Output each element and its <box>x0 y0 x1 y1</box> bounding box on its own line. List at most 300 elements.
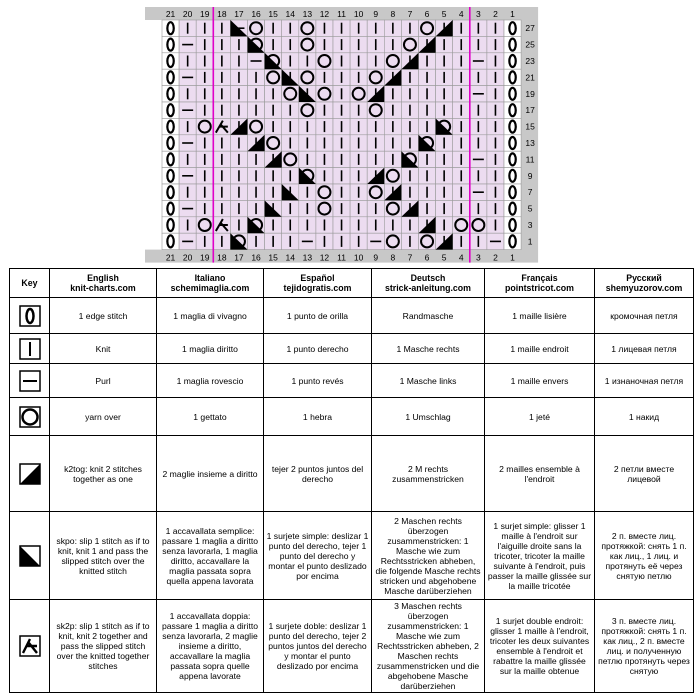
chart-cell <box>248 233 265 249</box>
legend-key-cell <box>10 364 50 398</box>
chart-cell <box>230 102 247 118</box>
row-number: 11 <box>525 154 535 165</box>
chart-cell <box>487 151 504 167</box>
chart-cell <box>248 184 265 200</box>
chart-cell <box>179 20 196 36</box>
chart-cell <box>367 135 384 151</box>
column-number: 14 <box>285 252 295 263</box>
chart-cell <box>213 102 230 118</box>
chart-cell <box>162 36 179 52</box>
chart-cell <box>453 217 470 233</box>
chart-cell <box>316 217 333 233</box>
knit-icon <box>19 338 41 360</box>
legend-text-cell: 1 gettato <box>157 398 264 436</box>
row-number: 15 <box>525 121 535 132</box>
legend-text-cell: 1 Umschlag <box>372 398 485 436</box>
chart-cell <box>350 86 367 102</box>
chart-cell <box>265 69 282 85</box>
chart-cell <box>265 36 282 52</box>
column-number: 5 <box>441 9 447 19</box>
chart-cell <box>419 184 436 200</box>
chart-cell <box>419 102 436 118</box>
legend-text-cell: 1 punto derecho <box>264 334 372 364</box>
chart-cell <box>419 86 436 102</box>
chart-cell <box>162 184 179 200</box>
chart-cell <box>419 20 436 36</box>
chart-cell <box>384 36 401 52</box>
chart-cell <box>401 36 418 52</box>
chart-cell <box>179 168 196 184</box>
chart-cell <box>248 102 265 118</box>
chart-cell <box>504 102 521 118</box>
chart-cell <box>179 69 196 85</box>
chart-cell <box>282 168 299 184</box>
chart-cell <box>196 135 213 151</box>
chart-cell <box>299 184 316 200</box>
chart-cell <box>436 151 453 167</box>
chart-cell <box>196 217 213 233</box>
chart-cell <box>367 118 384 134</box>
chart-cell <box>316 20 333 36</box>
chart-cell <box>196 118 213 134</box>
chart-cell <box>350 102 367 118</box>
chart-cell <box>162 233 179 249</box>
chart-cell <box>282 151 299 167</box>
column-number: 6 <box>424 9 430 19</box>
chart-cell <box>282 36 299 52</box>
legend-text-cell: 2 п. вместе лиц. протяжкой: снять 1 п. как лиц., 1 лиц. и протянуть её через снятую петлю <box>595 512 694 600</box>
chart-cell <box>419 200 436 216</box>
chart-cell <box>453 233 470 249</box>
legend-text-cell: 1 maille endroit <box>485 334 595 364</box>
chart-cell <box>333 151 350 167</box>
k2tog-icon <box>19 463 41 485</box>
chart-cell <box>179 86 196 102</box>
chart-cell <box>179 200 196 216</box>
chart-cell <box>384 151 401 167</box>
chart-cell <box>401 20 418 36</box>
chart-cell <box>453 102 470 118</box>
chart-cell <box>453 118 470 134</box>
chart-cell <box>453 53 470 69</box>
chart-cell <box>453 69 470 85</box>
chart-cell <box>350 69 367 85</box>
chart-cell <box>487 69 504 85</box>
legend-key-cell <box>10 298 50 334</box>
column-number: 12 <box>319 252 330 263</box>
legend-key-cell <box>10 334 50 364</box>
chart-cell <box>162 168 179 184</box>
chart-cell <box>265 184 282 200</box>
legend-key-cell <box>10 512 50 600</box>
chart-cell <box>265 217 282 233</box>
chart-cell <box>196 184 213 200</box>
chart-cell <box>213 36 230 52</box>
chart-cell <box>299 36 316 52</box>
chart-cell <box>213 69 230 85</box>
column-number: 17 <box>234 252 244 263</box>
chart-cell <box>265 233 282 249</box>
column-number: 9 <box>373 9 379 19</box>
chart-cell <box>401 135 418 151</box>
chart-cell <box>196 168 213 184</box>
legend-text-cell: 1 surjete simple: deslizar 1 punto del derecho, tejer 1 punto del derecho y montar el punto deslizado por encima <box>264 512 372 600</box>
chart-cell <box>470 168 487 184</box>
chart-cell <box>179 118 196 134</box>
chart-cell <box>333 86 350 102</box>
column-number: 8 <box>390 9 396 19</box>
chart-cell <box>487 118 504 134</box>
chart-cell <box>401 102 418 118</box>
chart-cell <box>350 36 367 52</box>
chart-cell <box>470 118 487 134</box>
chart-cell <box>367 217 384 233</box>
chart-cell <box>487 184 504 200</box>
legend-text-cell: 1 лицевая петля <box>595 334 694 364</box>
column-number: 7 <box>407 252 413 263</box>
chart-cell <box>265 86 282 102</box>
legend-key-cell <box>10 436 50 512</box>
chart-cell <box>230 151 247 167</box>
chart-cell <box>419 168 436 184</box>
chart-cell <box>282 200 299 216</box>
chart-cell <box>316 86 333 102</box>
legend-text-cell: 1 hebra <box>264 398 372 436</box>
chart-cell <box>162 86 179 102</box>
legend-text-cell: 1 Masche rechts <box>372 334 485 364</box>
legend-text-cell: 1 punto de orilla <box>264 298 372 334</box>
chart-cell <box>248 151 265 167</box>
chart-cell <box>384 118 401 134</box>
column-number: 2 <box>493 252 498 263</box>
column-number: 10 <box>353 9 364 19</box>
chart-cell <box>248 86 265 102</box>
chart-cell <box>162 135 179 151</box>
legend-text-cell: 3 п. вместе лиц. протяжкой: снять 1 п. как лиц., 2 п. вместе лиц. и полученную петлю протянуть через снятую <box>595 600 694 693</box>
chart-cell <box>487 86 504 102</box>
legend-text-cell: 1 surjet double endroit: glisser 1 maille à l'endroit, tricoter les deux suivantes ensemble à l'endroit et rabattre la maille glissée sur la maille obtenue <box>485 600 595 693</box>
chart-cell <box>436 102 453 118</box>
chart-cell <box>436 36 453 52</box>
legend-row <box>10 436 694 512</box>
chart-cell <box>419 151 436 167</box>
chart-cell <box>436 200 453 216</box>
chart-cell <box>248 200 265 216</box>
chart-cell <box>179 151 196 167</box>
chart-cell <box>487 200 504 216</box>
chart-cell <box>367 36 384 52</box>
legend-text-cell: 1 maglia rovescio <box>157 364 264 398</box>
column-number: 14 <box>285 9 295 19</box>
chart-cell <box>504 200 521 216</box>
chart-cell <box>316 233 333 249</box>
chart-cell <box>162 118 179 134</box>
chart-cell <box>367 69 384 85</box>
chart-cell <box>401 217 418 233</box>
chart-cell <box>350 53 367 69</box>
chart-cell <box>453 86 470 102</box>
chart-cell <box>350 217 367 233</box>
row-number: 17 <box>525 105 535 116</box>
legend-row <box>10 334 694 364</box>
chart-cell <box>299 118 316 134</box>
row-number: 25 <box>525 39 535 50</box>
chart-cell <box>470 53 487 69</box>
chart-cell <box>316 168 333 184</box>
chart-cell <box>333 69 350 85</box>
chart-cell <box>213 151 230 167</box>
chart-cell <box>213 135 230 151</box>
column-number: 3 <box>475 9 481 19</box>
chart-cell <box>384 168 401 184</box>
chart-cell <box>299 200 316 216</box>
chart-cell <box>248 168 265 184</box>
chart-cell <box>487 233 504 249</box>
chart-cell <box>367 200 384 216</box>
chart-cell <box>230 168 247 184</box>
column-number: 5 <box>441 252 447 263</box>
chart-cell <box>316 102 333 118</box>
chart-cell <box>196 20 213 36</box>
chart-cell <box>265 135 282 151</box>
legend-text-cell: кромочная петля <box>595 298 694 334</box>
column-number: 21 <box>165 252 176 263</box>
column-number: 3 <box>475 252 481 263</box>
chart-cell <box>470 217 487 233</box>
chart-cell <box>453 151 470 167</box>
chart-cell <box>487 20 504 36</box>
legend-text-cell: 1 maille envers <box>485 364 595 398</box>
chart-cell <box>504 217 521 233</box>
legend-header-row <box>10 269 694 298</box>
row-number: 13 <box>525 138 535 148</box>
chart-cell <box>213 53 230 69</box>
column-number: 16 <box>251 252 261 263</box>
row-number: 3 <box>527 220 533 230</box>
chart-cell <box>401 69 418 85</box>
chart-cell <box>213 217 230 233</box>
chart-cell <box>470 36 487 52</box>
chart-cell <box>436 217 453 233</box>
chart-cell <box>384 102 401 118</box>
legend-text-cell: 2 M rechts zusammenstricken <box>372 436 485 512</box>
chart-cell <box>299 102 316 118</box>
column-number: 19 <box>200 9 210 19</box>
legend-row <box>10 298 694 334</box>
chart-cell <box>333 53 350 69</box>
chart-cell <box>384 53 401 69</box>
chart-cell <box>367 151 384 167</box>
chart-cell <box>282 118 299 134</box>
row-number: 27 <box>525 23 535 34</box>
chart-cell <box>504 151 521 167</box>
chart-cell <box>265 20 282 36</box>
chart-cell <box>504 118 521 134</box>
chart-cell <box>213 184 230 200</box>
chart-cell <box>230 217 247 233</box>
chart-cell <box>470 86 487 102</box>
legend-row <box>10 398 694 436</box>
legend-text-cell: 1 maglia di vivagno <box>157 298 264 334</box>
chart-cell <box>333 118 350 134</box>
column-number: 20 <box>182 9 193 19</box>
column-number: 7 <box>407 9 413 19</box>
chart-cell <box>282 217 299 233</box>
chart-cell <box>367 20 384 36</box>
chart-cell <box>367 102 384 118</box>
chart-cell <box>401 184 418 200</box>
column-number: 6 <box>424 252 430 263</box>
legend-text-cell: 1 изнаночная петля <box>595 364 694 398</box>
chart-cell <box>196 200 213 216</box>
chart-cell <box>504 184 521 200</box>
chart-cell <box>230 184 247 200</box>
chart-cell <box>162 151 179 167</box>
legend-text-cell: 1 jeté <box>485 398 595 436</box>
legend-row <box>10 364 694 398</box>
legend-text-cell: 1 punto revés <box>264 364 372 398</box>
header-key: Key <box>10 269 50 298</box>
chart-cell <box>316 200 333 216</box>
chart-cell <box>504 36 521 52</box>
yarn-over-icon <box>19 406 41 428</box>
chart-cell <box>333 233 350 249</box>
chart-cell <box>487 135 504 151</box>
column-number: 13 <box>302 252 313 263</box>
header-italiano: Italiano schemimaglia.com <box>157 269 264 298</box>
knitting-chart <box>0 0 700 265</box>
stitch-legend-table <box>9 268 694 693</box>
column-number: 17 <box>234 9 244 19</box>
chart-cell <box>350 184 367 200</box>
column-number: 9 <box>373 252 379 263</box>
chart-cell <box>282 135 299 151</box>
chart-cell <box>453 168 470 184</box>
chart-cell <box>504 20 521 36</box>
chart-cell <box>504 69 521 85</box>
chart-cell <box>230 200 247 216</box>
chart-cell <box>196 53 213 69</box>
chart-cell <box>350 118 367 134</box>
chart-cell <box>384 135 401 151</box>
chart-cell <box>333 184 350 200</box>
column-number: 18 <box>217 252 227 263</box>
column-number: 1 <box>510 9 515 19</box>
chart-cell <box>179 36 196 52</box>
chart-cell <box>453 200 470 216</box>
column-number: 15 <box>268 9 278 19</box>
chart-cell <box>470 233 487 249</box>
chart-cell <box>282 53 299 69</box>
chart-cell <box>470 102 487 118</box>
legend-text-cell: tejer 2 puntos juntos del derecho <box>264 436 372 512</box>
row-number: 5 <box>527 203 533 214</box>
chart-cell <box>384 20 401 36</box>
legend-text-cell: 1 maglia diritto <box>157 334 264 364</box>
chart-cell <box>367 184 384 200</box>
chart-cell <box>384 217 401 233</box>
column-number: 16 <box>251 9 261 19</box>
chart-cell <box>453 184 470 200</box>
chart-cell <box>436 135 453 151</box>
chart-grid <box>0 0 700 265</box>
row-number: 7 <box>527 187 533 198</box>
chart-cell <box>162 20 179 36</box>
chart-cells <box>162 20 521 250</box>
chart-cell <box>179 217 196 233</box>
chart-cell <box>299 217 316 233</box>
chart-cell <box>299 20 316 36</box>
column-number: 11 <box>337 9 346 19</box>
row-number: 9 <box>527 170 533 181</box>
chart-cell <box>282 233 299 249</box>
chart-cell <box>213 168 230 184</box>
chart-cell <box>179 53 196 69</box>
chart-cell <box>470 69 487 85</box>
chart-cell <box>316 184 333 200</box>
chart-cell <box>436 86 453 102</box>
chart-cell <box>401 233 418 249</box>
chart-cell <box>316 36 333 52</box>
chart-cell <box>282 20 299 36</box>
legend-text-cell: 1 surjet simple: glisser 1 maille à l'endroit sur l'aiguille droite sans la tricoter, tricoter la maille suivante à l'endroit, puis passer la maille glissée sur la maille tricotée <box>485 512 595 600</box>
chart-cell <box>162 53 179 69</box>
chart-cell <box>504 86 521 102</box>
chart-cell <box>419 69 436 85</box>
header-deutsch: Deutsch strick-anleitung.com <box>372 269 485 298</box>
row-number: 21 <box>525 72 535 83</box>
chart-cell <box>179 233 196 249</box>
column-number: 4 <box>458 9 464 19</box>
chart-cell <box>162 200 179 216</box>
chart-cell <box>333 36 350 52</box>
chart-cell <box>196 86 213 102</box>
column-number: 18 <box>217 9 227 19</box>
legend-text-cell: skpo: slip 1 stitch as if to knit, knit 1 and pass the slipped stitch over the knitted stitch <box>50 512 157 600</box>
chart-cell <box>350 151 367 167</box>
legend-text-cell: 2 Maschen rechts überzogen zusammenstricken: 1 Masche wie zum Rechtsstricken abheben, die folgende Masche rechts stricken und abgehobene Masche darüberziehen <box>372 512 485 600</box>
chart-cell <box>419 118 436 134</box>
column-number: 8 <box>390 252 396 263</box>
legend-row <box>10 600 694 693</box>
chart-cell <box>487 102 504 118</box>
legend-text-cell: 1 накид <box>595 398 694 436</box>
chart-cell <box>248 53 265 69</box>
chart-cell <box>333 217 350 233</box>
chart-cell <box>265 118 282 134</box>
legend-text-cell: 1 maille lisière <box>485 298 595 334</box>
column-number: 21 <box>165 9 176 19</box>
chart-cell <box>350 20 367 36</box>
chart-cell <box>230 86 247 102</box>
chart-cell <box>470 200 487 216</box>
chart-cell <box>419 233 436 249</box>
chart-cell <box>316 151 333 167</box>
chart-cell <box>333 102 350 118</box>
column-number: 13 <box>302 9 313 19</box>
chart-cell <box>453 135 470 151</box>
chart-cell <box>367 53 384 69</box>
chart-cell <box>316 53 333 69</box>
chart-cell <box>367 233 384 249</box>
column-number: 19 <box>200 252 210 263</box>
chart-cell <box>316 69 333 85</box>
chart-cell <box>196 69 213 85</box>
chart-cell <box>179 135 196 151</box>
chart-cell <box>248 118 265 134</box>
legend-row <box>10 512 694 600</box>
chart-cell <box>282 102 299 118</box>
